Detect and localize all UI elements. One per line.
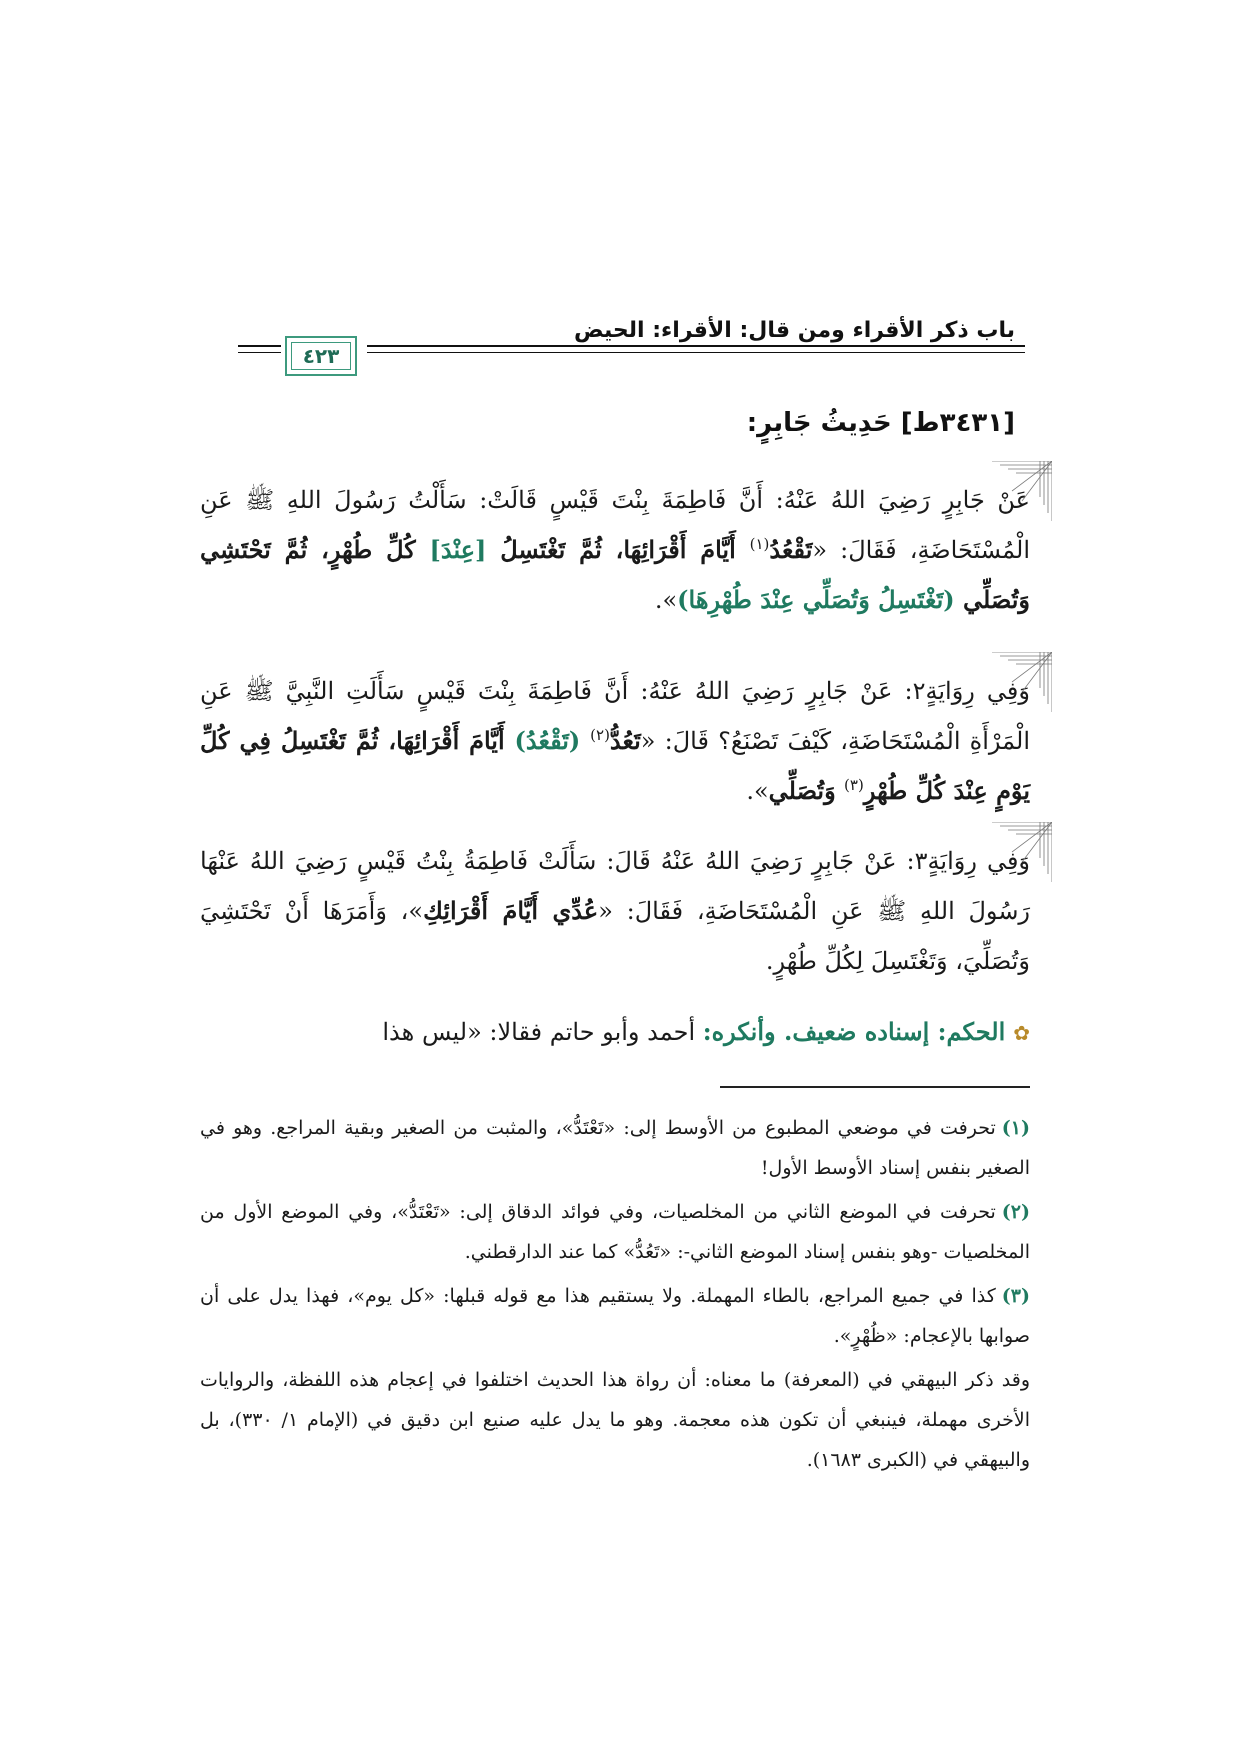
page-number-frame <box>285 336 357 376</box>
narration-text-1: عَنْ جَابِرٍ رَضِيَ اللهُ عَنْهُ: أَنَّ فَاطِمَةَ بِنْتَ قَيْسٍ قَالَتْ: سَأَلْتُ رَسُولَ اللهِ ﷺ عَنِ الْمُسْتَحَاضَةِ، فَقَالَ: «تَقْعُدُ$^{(١)}$ أَيَّامَ أَقْرَائِهَا، ثُمَّ تَغْتَسِلُ [عِنْدَ] كُلِّ طُهْرٍ، ثُمَّ تَحْتَشِي وَتُصَلِّي (تَغْتَسِلُ وَتُصَلِّي عِنْدَ طُهْرِهَا)». <box>200 486 1030 614</box>
header-rule-left-top <box>238 345 281 347</box>
footnote-3: (٣)كذا في جميع المراجع، بالطاء المهملة. ولا يستقيم هذا مع قوله قبلها: «كل يوم»، فهذا يدل على أن صوابها بالإعجام: «ظُهْرٍ». <box>200 1285 1030 1347</box>
corner-ornament-icon <box>992 461 1052 521</box>
header-rule-left-bottom <box>238 352 281 353</box>
footnote-ref-1[interactable]: (١) <box>749 535 770 553</box>
footnote-ref-3[interactable]: (٣) <box>844 776 864 794</box>
footnote-3-continued: وقد ذكر البيهقي في (المعرفة) ما معناه: أن رواة هذا الحديث اختلفوا في إعجام هذه اللفظة، والروايات الأخرى مهملة، فينبغي أن تكون هذه معجمة. وهو ما يدل عليه صنيع ابن دقيق في (الإمام ١/ ٣٣٠)، بل والبيهقي في (الكبرى ١٦٨٣). <box>200 1369 1030 1471</box>
ruling-line <box>200 1012 1030 1053</box>
narration-block-2 <box>200 666 1030 816</box>
footnote-separator <box>720 1086 1030 1088</box>
header-rule-top <box>367 345 1025 347</box>
ruling-verdict: إسناده ضعيف. وأنكره: <box>702 1017 938 1046</box>
footnote-2: (٢)تحرفت في الموضع الثاني من المخلصيات، وفي فوائد الدقاق إلى: «تَعْتَدُّ»، وفي الموضع الأول من المخلصيات -وهو بنفس إسناد الموضع الثاني-: «تَعُدُّ» كما عند الدارقطني. <box>200 1201 1030 1263</box>
corner-ornament-icon <box>992 822 1052 882</box>
chapter-header: باب ذكر الأقراء ومن قال: الأقراء: الحيض <box>573 318 1015 343</box>
footnote-ref-2[interactable]: (٢) <box>590 726 610 744</box>
page-number: ٤٢٣ <box>302 344 340 368</box>
narration-text-2: وَفِي رِوَايَةٍ٢: عَنْ جَابِرٍ رَضِيَ اللهُ عَنْهُ: أَنَّ فَاطِمَةَ بِنْتَ قَيْسٍ سَأَلَتِ النَّبِيَّ ﷺ عَنِ الْمَرْأَةِ الْمُسْتَحَاضَةِ، كَيْفَ تَصْنَعُ؟ قَالَ: «تَعُدُّ$^{(٢)}$ (تَقْعُدُ) أَيَّامَ أَقْرَائِهَا، ثُمَّ تَغْتَسِلُ فِي كُلِّ يَوْمٍ عِنْدَ كُلِّ طُهْرٍ$^{(٣)}$ وَتُصَلِّي». <box>200 677 1030 805</box>
narration-block-3 <box>200 836 1030 986</box>
narration-text-3: وَفِي رِوَايَةٍ٣: عَنْ جَابِرٍ رَضِيَ اللهُ عَنْهُ قَالَ: سَأَلَتْ فَاطِمَةُ بِنْتُ قَيْسٍ رَضِيَ اللهُ عَنْهَا رَسُولَ اللهِ ﷺ عَنِ الْمُسْتَحَاضَةِ، فَقَالَ: «عُدِّي أَيَّامَ أَقْرَائِكِ»، وَأَمَرَهَا أَنْ تَحْتَشِيَ وَتُصَلِّيَ، وَتَغْتَسِلَ لِكُلِّ طُهْرٍ. <box>200 847 1031 975</box>
rosette-icon: ✿ <box>1013 1021 1030 1045</box>
footnotes <box>200 1108 1030 1484</box>
header-rule-bottom <box>367 352 1025 353</box>
footnote-1: (١)تحرفت في موضعي المطبوع من الأوسط إلى: «تَعْتَدُّ»، والمثبت من الصغير وبقية المراجع. وهو في الصغير بنفس إسناد الأوسط الأول! <box>200 1117 1030 1179</box>
ruling-text: أحمد وأبو حاتم فقالا: «ليس هذا <box>382 1018 703 1046</box>
corner-ornament-icon <box>992 652 1052 712</box>
section-title: [٣٤٣١ط] حَدِيثُ جَابِرٍ: <box>746 408 1015 438</box>
ruling-label: الحكم: <box>937 1017 1006 1046</box>
narration-block-1 <box>200 475 1030 625</box>
